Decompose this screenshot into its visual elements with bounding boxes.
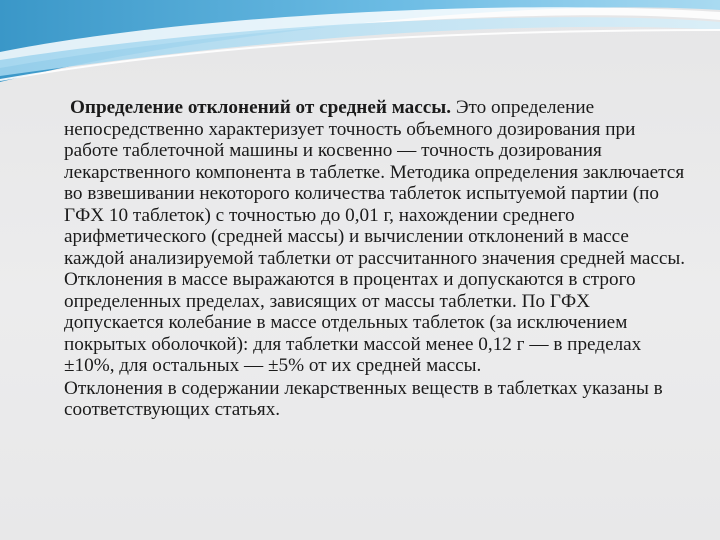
header-wave-decoration (0, 0, 720, 95)
paragraph-1 (64, 97, 688, 377)
slide-body (64, 97, 688, 421)
paragraph-1-lead: Определение отклонений от средней массы. (70, 97, 452, 118)
paragraph-2-text: Отклонения в содержании лекарственных веществ в таблетках указаны в соответствующих статьях. (64, 377, 663, 420)
paragraph-2 (64, 378, 688, 421)
paragraph-1-text: Это определение непосредственно характеризует точность объемного дозирования при работе таблеточной машины и косвенно — точность дозирования лекарственного компонента в таблетке. Методика определения заключается во взвешивании некоторого количества таблеток испытуемой партии (по ГФХ 10 таблеток) с точностью до 0,01 г, нахождении среднего арифметического (средней массы) и вычислении отклонений в массе каждой анализируемой таблетки от рассчитанного значения средней массы. Отклонения в массе выражаются в процентах и допускаются в строго определенных пределах, зависящих от массы таблетки. По ГФХ допускается колебание в массе отдельных таблеток (за исключением покрытых оболочкой): для таблетки массой менее 0,12 г — в пределах ±10%, для остальных — ±5% от их средней массы. (64, 97, 686, 376)
